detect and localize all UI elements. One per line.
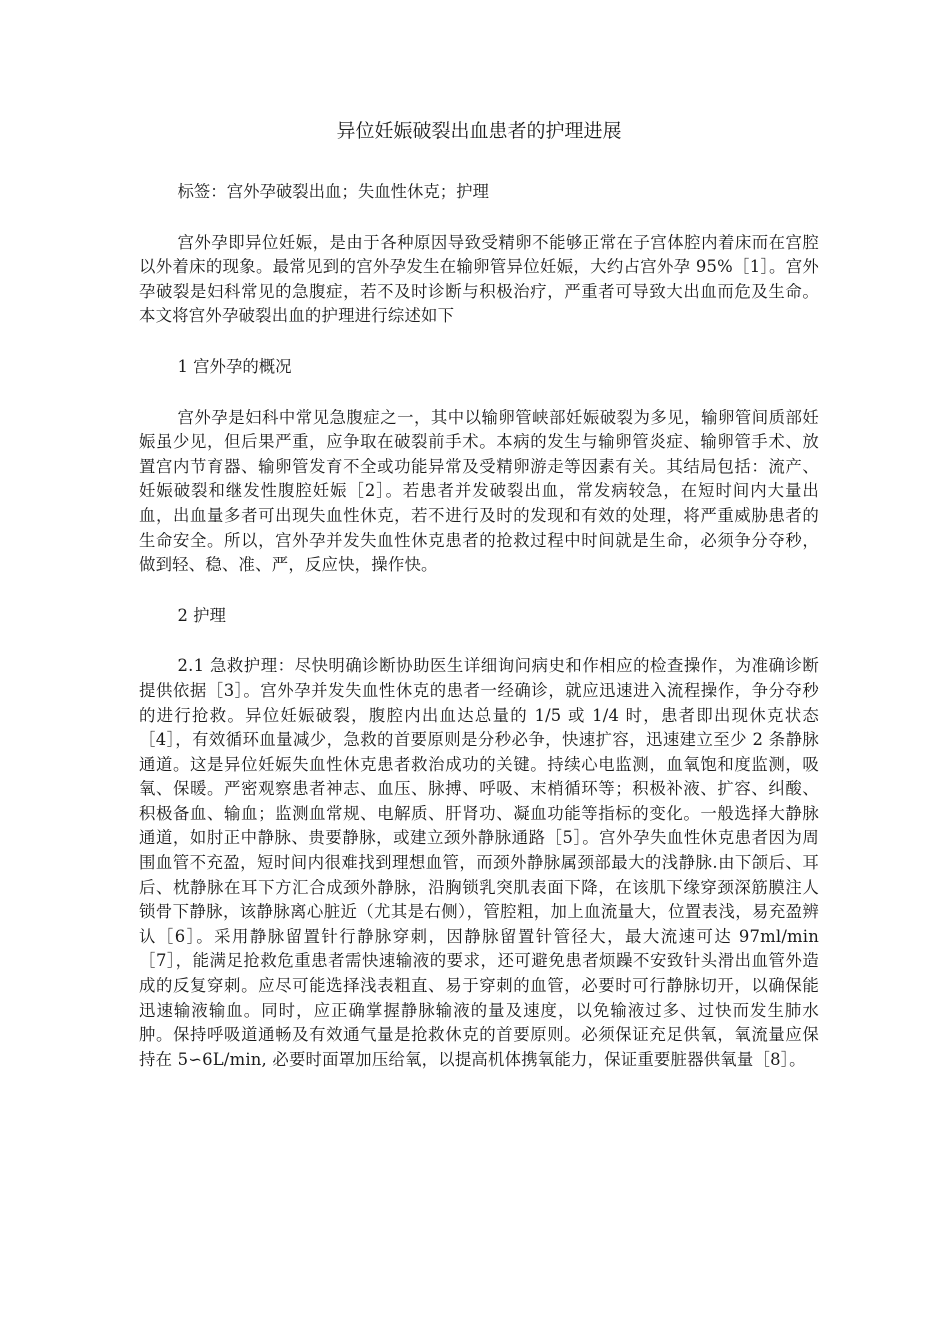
section-1-body: 宫外孕是妇科中常见急腹症之一，其中以输卵管峡部妊娠破裂为多见，输卵管间质部妊娠虽少见，但后果严重，应争取在破裂前手术。本病的发生与输卵管炎症、输卵管手术、放置宫内节育器、输卵管发育不全或功能异常及受精卵游走等因素有关。其结局包括：流产、妊娠破裂和继发性腹腔妊娠［2］。若患者并发破裂出血，常发病较急，在短时间内大量出血，出血量多者可出现失血性休克，若不进行及时的发现和有效的处理，将严重威胁患者的生命安全。所以，宫外孕并发失血性休克患者的抢救过程中时间就是生命，必须争分夺秒，做到轻、稳、准、严，反应快，操作快。: [139, 407, 819, 575]
document-tags: 标签：宫外孕破裂出血；失血性休克；护理: [177, 182, 489, 201]
section-2-1-body: 2.1 急救护理：尽快明确诊断协助医生详细询问病史和作相应的检查操作，为准确诊断提供依据［3］。宫外孕并发失血性休克的患者一经确诊，就应迅速进入流程操作，争分夺秒的进行抢救。异位妊娠破裂，腹腔内出血达总量的 1/5 或 1/4 时，患者即出现休克状态［4］，有效循环血量减少，急救的首要原则是分秒必争，快速扩容，迅速建立至少 2 条静脉通道。这是异位妊娠失血性休克患者救治成功的关键。持续心电监测，血氧饱和度监测，吸氧、保暖。严密观察患者神志、血压、脉搏、呼吸、末梢循环等；积极补液、扩容、纠酸、积极备血、输血；监测血常规、电解质、肝肾功、凝血功能等指标的变化。一般选择大静脉通道，如肘正中静脉、贵要静脉，或建立颈外静脉通路［5］。宫外孕失血性休克患者因为周围血管不充盈，短时间内很难找到理想血管，而颈外静脉属颈部最大的浅静脉.由下颌后、耳后、枕静脉在耳下方汇合成颈外静脉，沿胸锁乳突肌表面下降，在该肌下缘穿颈深筋膜注人锁骨下静脉，该静脉离心脏近（尤其是右侧），管腔粗，加上血流量大，位置表浅，易充盈辨认［6］。采用静脉留置针行静脉穿刺，因静脉留置针管径大，最大流速可达 97ml/min［7］，能满足抢救危重患者需快速输液的要求，还可避免患者烦躁不安致针头滑出血管外造成的反复穿刺。应尽可能选择浅表粗直、易于穿刺的血管，必要时可行静脉切开，以确保能迅速输液输血。同时，应正确掌握静脉输液的量及速度，以免输液过多、过快而发生肺水肿。保持呼吸道通畅及有效通气量是抢救休克的首要原则。必须保证充足供氧，氧流量应保持在 5∽6L/min, 必要时面罩加压给氧，以提高机体携氧能力，保证重要脏器供氧量［8］。: [139, 656, 819, 1069]
section-1-heading: 1 宫外孕的概况: [177, 356, 292, 376]
intro-paragraph: 宫外孕即异位妊娠，是由于各种原因导致受精卵不能够正常在子宫体腔内着床而在宫腔以外着床的现象。最常见到的宫外孕发生在输卵管异位妊娠，大约占宫外孕 95%［1］。宫外孕破裂是妇科常见的急腹症，若不及时诊断与积极治疗，严重者可导致大出血而危及生命。本文将宫外孕破裂出血的护理进行综述如下: [139, 232, 819, 326]
document-page: [139, 118, 819, 1098]
document-title: 异位妊娠破裂出血患者的护理进展: [336, 120, 622, 142]
section-2-heading: 2 护理: [177, 605, 226, 625]
